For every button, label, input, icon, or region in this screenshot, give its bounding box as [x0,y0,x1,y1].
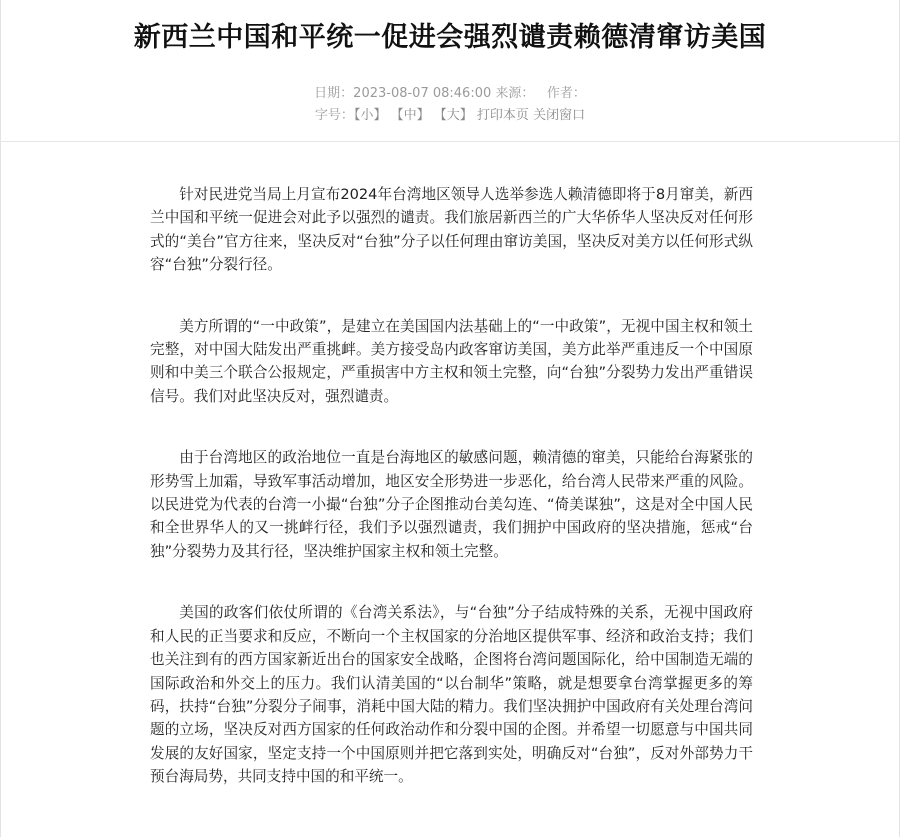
article-paragraph: 美国的政客们依仗所谓的《台湾关系法》，与“台独”分子结成特殊的关系，无视中国政府和人民的正当要求和反应，不断向一个主权国家的分治地区提供军事、经济和政治支持；我们也关注到有的西方国家新近出台的国家安全战略，企图将台湾问题国际化，给中国制造无端的国际政治和外交上的压力。我们认清美国的“以台制华”策略，就是想要拿台湾掌握更多的筹码，扶持“台独”分裂分子闹事，消耗中国大陆的精力。我们坚决拥护中国政府有关处理台湾问题的立场，坚决反对西方国家的任何政治动作和分裂中国的企图。并希望一切愿意与中国共同发展的友好国家，坚定支持一个中国原则并把它落到实处，明确反对“台独”，反对外部势力干预台海局势，共同支持中国的和平统一。 [150,604,753,786]
date-label: 日期： [314,86,354,101]
article-paragraph: 针对民进党当局上月宣布2024年台湾地区领导人选举参选人赖清德即将于8月窜美，新西兰中国和平统一促进会对此予以强烈的谴责。我们旅居新西兰的广大华侨华人坚决反对任何形式的“美台”官方往来，坚决反对“台独”分子以任何理由窜访美国，坚决反对美方以任何形式纵容“台独”分裂行径。 [150,186,753,274]
font-large-button[interactable]: 【大】 [433,108,473,123]
article-header [0,0,900,142]
print-page-link[interactable]: 打印本页 [476,108,529,123]
author-label: 作者： [546,86,586,101]
article-paragraph: 美方所谓的“一中政策”，是建立在美国国内法基础上的“一中政策”，无视中国主权和领土完整，对中国大陆发出严重挑衅。美方接受岛内政客窜访美国，美方此举严重违反一个中国原则和中美三个联合公报规定，严重损害中方主权和领土完整，向“台独”分裂势力发出严重错误信号。我们对此坚决反对，强烈谴责。 [150,317,753,405]
font-size-label: 字号： [314,108,354,123]
font-size-controls [0,106,900,126]
article-title: 新西兰中国和平统一促进会强烈谴责赖德清窜访美国 [133,22,767,53]
source-label: 来源： [495,86,535,101]
article-meta [0,84,900,104]
article-body [150,183,753,827]
article-paragraph: 由于台湾地区的政治地位一直是台海地区的敏感问题，赖清德的窜美，只能给台海紧张的形势雪上加霜，导致军事活动增加，地区安全形势进一步恶化，给台湾人民带来严重的风险。以民进党为代表的台湾一小撮“台独”分子企图推动台美勾连、“倚美谋独”，这是对全中国人民和全世界华人的又一挑衅行径，我们予以强烈谴责，我们拥护中国政府的坚决措施，惩戒“台独”分裂势力及其行径，坚决维护国家主权和领土完整。 [150,449,753,560]
font-small-button[interactable]: 【小】 [353,108,387,123]
publish-date: 2023-08-07 08:46:00 [353,86,492,101]
font-medium-button[interactable]: 【中】 [390,108,430,123]
close-window-link[interactable]: 关闭窗口 [533,108,586,123]
